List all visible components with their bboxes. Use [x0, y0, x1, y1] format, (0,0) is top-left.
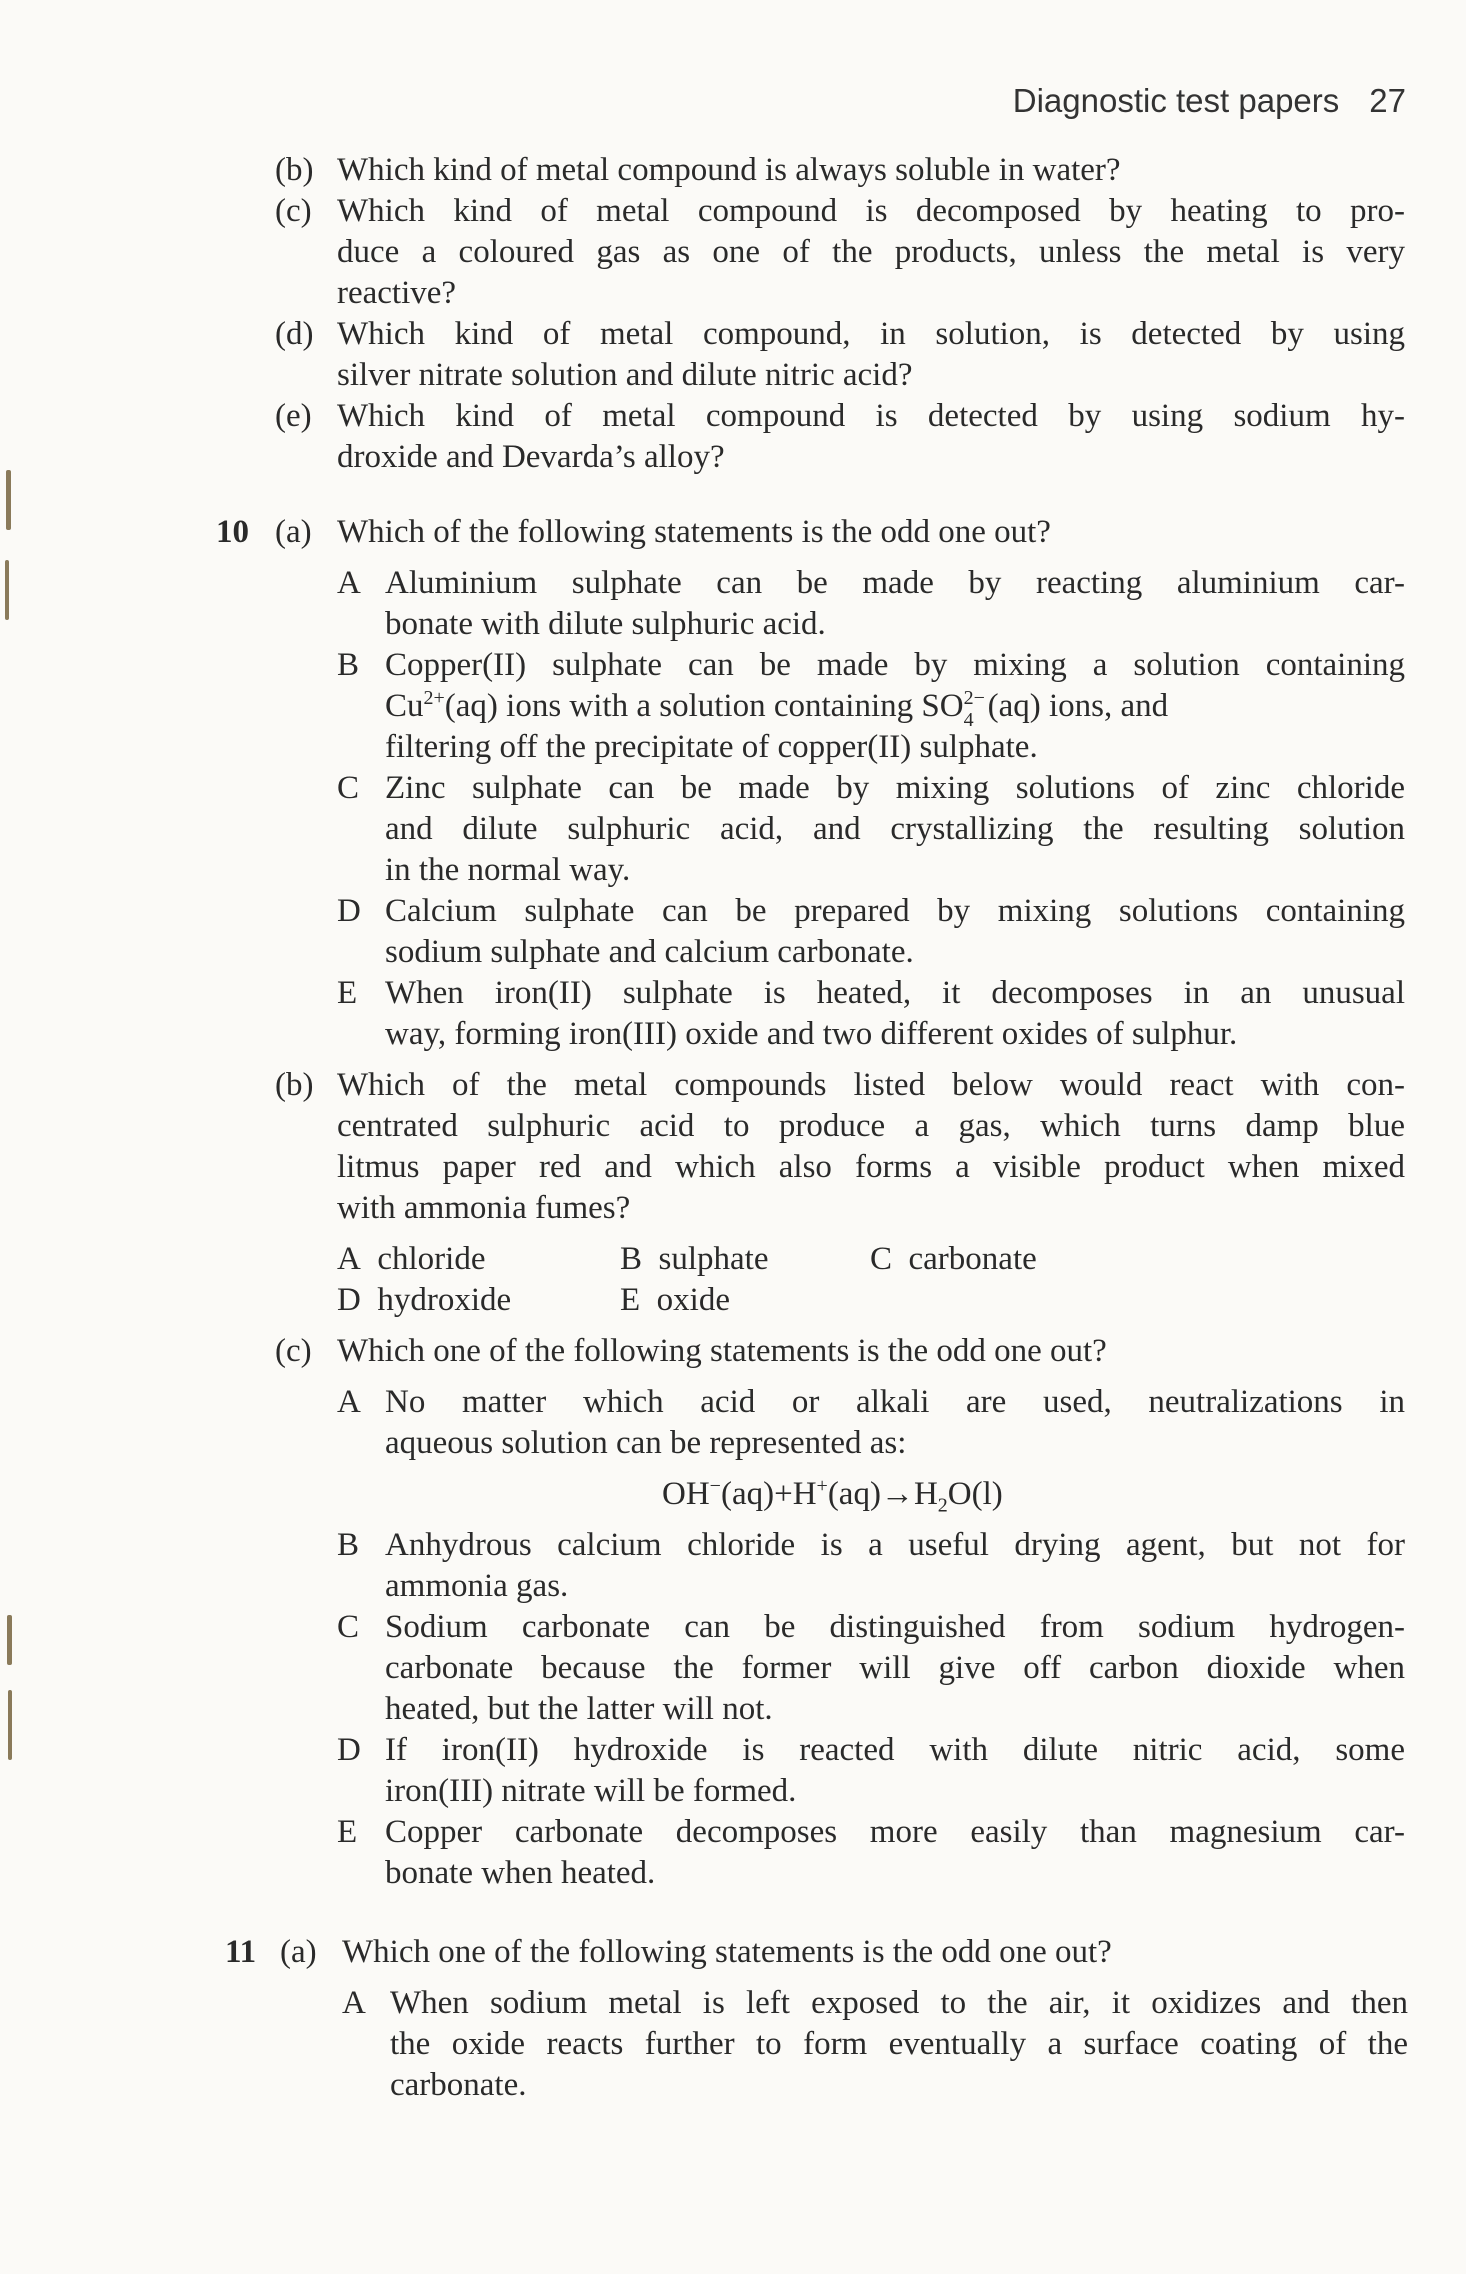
page-number: 27	[1369, 82, 1406, 119]
q9-c-line2: duce a coloured gas as one of the products, unless the metal is very	[337, 234, 1405, 270]
q10-c-opt-c-line3: heated, but the latter will not.	[385, 1691, 773, 1727]
q10-a-opt-c-line3: in the normal way.	[385, 852, 631, 888]
q10-c-opt-d-letter: D	[337, 1732, 361, 1768]
q10-b-line4: with ammonia fumes?	[337, 1190, 631, 1226]
q10-a-opt-e-line2: way, forming iron(III) oxide and two different oxides of sulphur.	[385, 1016, 1238, 1052]
q10-a-opt-c-line2: and dilute sulphuric acid, and crystallizing the resulting solution	[385, 811, 1405, 847]
q11-a-label: (a)	[280, 1934, 317, 1970]
q10-b-label: (b)	[275, 1067, 314, 1103]
binding-mark	[6, 470, 11, 530]
subscript: 2	[937, 1494, 948, 1517]
q10-a-label: (a)	[275, 514, 312, 550]
choice-text: hydroxide	[377, 1282, 512, 1318]
q10-c-opt-c-line2: carbonate because the former will give off carbon dioxide when	[385, 1650, 1405, 1686]
q10-a-opt-d-letter: D	[337, 893, 361, 929]
q10-a-stem: Which of the following statements is the odd one out?	[337, 514, 1051, 550]
text-run: OH	[662, 1476, 710, 1512]
q10-c-opt-c-line1: Sodium carbonate can be distinguished from sodium hydrogen-	[385, 1609, 1405, 1645]
q10-c-opt-b-line2: ammonia gas.	[385, 1568, 569, 1604]
choice-letter: A	[337, 1241, 361, 1277]
q10-c-label: (c)	[275, 1333, 312, 1369]
text-run: (aq) ions with a solution containing SO	[444, 688, 964, 724]
neutralization-equation	[662, 1474, 1003, 1515]
q10-a-opt-a-letter: A	[337, 565, 361, 601]
q10-c-opt-b-letter: B	[337, 1527, 360, 1563]
q9-d-label: (d)	[275, 316, 314, 352]
q10-a-opt-e-line1: When iron(II) sulphate is heated, it decomposes in an unusual	[385, 975, 1405, 1011]
q10-b-choice-c	[870, 1239, 1037, 1280]
binding-mark	[5, 560, 9, 620]
q9-d-line2: silver nitrate solution and dilute nitric acid?	[337, 357, 913, 393]
binding-mark	[8, 1690, 12, 1760]
choice-text: oxide	[656, 1282, 730, 1318]
q11-a-opt-a-line1: When sodium metal is left exposed to the air, it oxidizes and then	[390, 1985, 1408, 2021]
q9-e-label: (e)	[275, 398, 312, 434]
q9-e-line1: Which kind of metal compound is detected by using sodium hy-	[337, 398, 1405, 434]
text-run: Cu	[385, 688, 424, 724]
q10-a-opt-c-letter: C	[337, 770, 360, 806]
q10-a-opt-e-letter: E	[337, 975, 358, 1011]
q9-b-label: (b)	[275, 152, 314, 188]
text-run: O(l)	[947, 1476, 1003, 1512]
q10-a-opt-b-line2: $Cu^{2+}(aq)$ ions with a solution containing SO 2− 4 (aq) ions, and	[385, 687, 1169, 731]
q10-a-opt-b-line1: Copper(II) sulphate can be made by mixing a solution containing	[385, 647, 1405, 683]
superscript: +	[816, 1475, 828, 1497]
choice-letter: C	[870, 1241, 893, 1277]
q9-b-line1: Which kind of metal compound is always soluble in water?	[337, 152, 1121, 188]
q10-b-choice-a	[337, 1239, 485, 1280]
q11-a-opt-a-letter: A	[342, 1985, 366, 2021]
header-title: Diagnostic test papers	[1012, 82, 1340, 119]
text-run: (aq)→H	[827, 1476, 938, 1512]
q10-a-opt-b-letter: B	[337, 647, 360, 683]
choice-text: sulphate	[658, 1241, 769, 1277]
q10-number: 10	[216, 514, 249, 550]
q10-c-opt-a-letter: A	[337, 1384, 361, 1420]
q10-c-opt-e-line2: bonate when heated.	[385, 1855, 656, 1891]
q10-c-opt-c-letter: C	[337, 1609, 360, 1645]
q9-d-line1: Which kind of metal compound, in solution, is detected by using	[337, 316, 1405, 352]
q10-c-stem: Which one of the following statements is the odd one out?	[337, 1333, 1107, 1369]
q9-c-label: (c)	[275, 193, 312, 229]
superscript: 2+	[423, 687, 445, 709]
q10-c-opt-a-line1: No matter which acid or alkali are used, neutralizations in	[385, 1384, 1405, 1420]
q10-b-line2: centrated sulphuric acid to produce a gas, which turns damp blue	[337, 1108, 1405, 1144]
text-run: (aq) ions, and	[987, 688, 1169, 724]
q10-c-opt-e-letter: E	[337, 1814, 358, 1850]
q10-c-opt-e-line1: Copper carbonate decomposes more easily than magnesium car-	[385, 1814, 1405, 1850]
q10-a-opt-d-line2: sodium sulphate and calcium carbonate.	[385, 934, 914, 970]
q10-b-line3: litmus paper red and which also forms a visible product when mixed	[337, 1149, 1405, 1185]
choice-letter: D	[337, 1282, 361, 1318]
q9-e-line2: droxide and Devarda’s alloy?	[337, 439, 725, 475]
q10-c-opt-b-line1: Anhydrous calcium chloride is a useful drying agent, but not for	[385, 1527, 1405, 1563]
q10-c-opt-d-line1: If iron(II) hydroxide is reacted with dilute nitric acid, some	[385, 1732, 1405, 1768]
q10-c-opt-d-line2: iron(III) nitrate will be formed.	[385, 1773, 797, 1809]
q10-a-opt-a-line1: Aluminium sulphate can be made by reacting aluminium car-	[385, 565, 1405, 601]
binding-mark	[7, 1615, 12, 1665]
q10-a-opt-c-line1: Zinc sulphate can be made by mixing solutions of zinc chloride	[385, 770, 1405, 806]
q9-c-line1: Which kind of metal compound is decomposed by heating to pro-	[337, 193, 1405, 229]
q10-c-opt-a-line2: aqueous solution can be represented as:	[385, 1425, 907, 1461]
q10-a-opt-b-line3: filtering off the precipitate of copper(II) sulphate.	[385, 729, 1038, 765]
q10-b-choice-e	[620, 1280, 730, 1321]
q10-b-line1: Which of the metal compounds listed below would react with con-	[337, 1067, 1405, 1103]
text-run: (aq)+H	[720, 1476, 817, 1512]
choice-text: carbonate	[908, 1241, 1037, 1277]
choice-text: chloride	[377, 1241, 486, 1277]
q10-a-opt-d-line1: Calcium sulphate can be prepared by mixing solutions containing	[385, 893, 1405, 929]
q11-a-stem: Which one of the following statements is the odd one out?	[342, 1934, 1112, 1970]
choice-letter: B	[620, 1241, 643, 1277]
q10-b-choice-d	[337, 1280, 511, 1321]
q10-a-opt-a-line2: bonate with dilute sulphuric acid.	[385, 606, 826, 642]
q10-b-choice-b	[620, 1239, 769, 1280]
choice-letter: E	[620, 1282, 641, 1318]
superscript: −	[709, 1475, 721, 1497]
q11-a-opt-a-line2: the oxide reacts further to form eventually a surface coating of the	[390, 2026, 1408, 2062]
q11-a-opt-a-line3: carbonate.	[390, 2067, 527, 2103]
page-header	[1013, 82, 1406, 120]
q9-c-line3: reactive?	[337, 275, 457, 311]
q11-number: 11	[225, 1934, 257, 1970]
